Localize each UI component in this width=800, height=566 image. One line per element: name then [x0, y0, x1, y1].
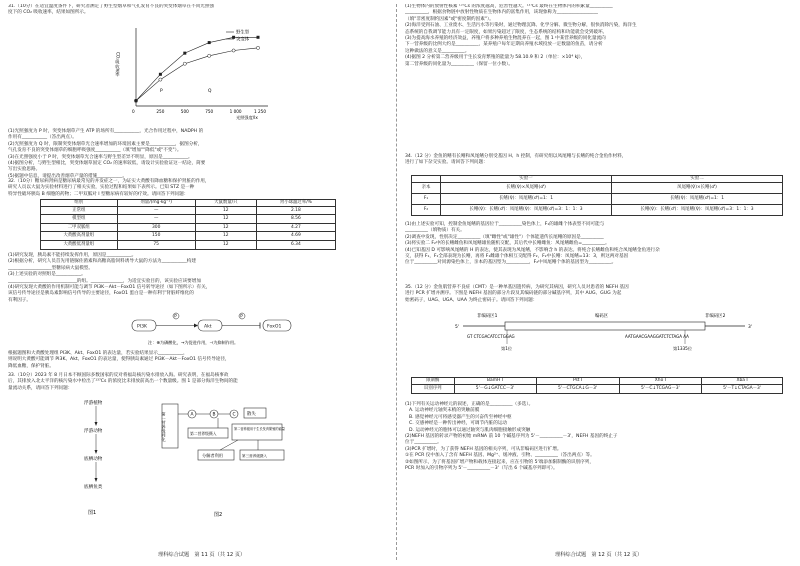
table-header: Xba Ⅰ [702, 378, 783, 385]
figure-2-label: 图2 [214, 512, 223, 518]
data-point [256, 46, 259, 49]
table-header: 剂量/(mg·kg⁻¹) [117, 200, 195, 207]
q32-tail [8, 351, 393, 370]
text-line: 第二营养级的同化量为__________（保留一位小数）。 [405, 61, 513, 67]
x-tick-label: 0 [132, 109, 135, 114]
plus-glyph: P [240, 313, 243, 319]
table-header: 实验二 [612, 176, 783, 183]
data-point [232, 49, 235, 52]
option-a: A. 运动神经元轴突末梢的突触前膜 [409, 408, 480, 414]
text-line: ①在 PCR 仪中加入了含有 NEFH 基因、Mg²⁺、缓冲液、引物、__________（答出两点）等。 [405, 453, 595, 459]
text-line: 始密码子，UAG、UGA、UAA 为终止密码子。请回答下列问题： [405, 297, 538, 303]
table-header: 实验一 [441, 176, 612, 183]
x-tick-label: 250 [156, 109, 165, 114]
table-header: 组别 [41, 200, 118, 207]
text-line: 量流动关系，请回答下列问题： [8, 385, 73, 391]
fig2-node: 第二营养级用于生长发育繁殖的能量 [234, 427, 285, 431]
text-line: ___________________型糖尿病大鼠模型。 [8, 265, 93, 271]
q33-continued [405, 4, 790, 68]
table-cell: 大黄酸低剂量组 [41, 240, 118, 249]
gene-region-label: 非编码区2 [705, 314, 726, 319]
table-row [412, 204, 783, 215]
series-line-1 [136, 37, 258, 100]
fig1-node: 底栖鱼类 [84, 485, 103, 490]
text-line: 则说明大黄酸可能调节 PI3K、Akt、FoxO1 的表达量，使得胰岛素通过 PI3K－Akt－FoxO1 信号传导途径， [8, 357, 230, 363]
table-header: Xho Ⅰ [619, 378, 701, 385]
q33-intro [8, 373, 393, 392]
q34-intro [405, 154, 790, 167]
table-row [41, 215, 336, 224]
point-p-label: P [160, 89, 163, 94]
text-line: 度下的 CO₂ 吸收速率，结果如图所示。 [8, 10, 89, 16]
text-line: 位于__________对同源染色体上，亲本的基因型为__________，F₂中凤尾鳍个体的基因型为__________。 [405, 260, 617, 266]
q32-body [8, 179, 393, 198]
foxo1-label: FoxO1 [267, 324, 282, 330]
text-line: (1)研究发现，胰岛素不能持续发挥作用，原因是___________。 [8, 253, 137, 258]
energy-flow-figure-2 [158, 398, 288, 526]
cross-experiment-table [411, 175, 783, 216]
text-line: 作用有___________（答出两点）。 [8, 135, 77, 141]
sequence-right: AATGAACGAAGGATCTCTAGA AA [625, 334, 689, 339]
text-line: (2)根据分析，研究人员首先用链脲佐菌素和高糖高脂饲料诱导大鼠的方法为___________构建 [8, 259, 196, 265]
table-cell: 300 [117, 223, 195, 232]
fig1-node: 浮游动物 [84, 429, 103, 434]
text-line: 位于__________。 [405, 440, 442, 446]
series-line-0 [136, 48, 258, 101]
table-cell: 长鳍(♀)：长鳍(♂)：凤尾鳍(♀)：凤尾鳍(♂)=3：1：1：3 [612, 204, 783, 215]
option-b: B. 感觉神经元可将感受器产生的兴奋传至神经中枢 [409, 414, 512, 420]
text-line: (5)据题中信息，请提出改善烟草产量的措施___________。 [8, 173, 128, 179]
fig2-node: 分解者利用 [202, 453, 223, 458]
text-line: __________（填物质）有关。 [405, 228, 465, 234]
data-point [208, 54, 211, 57]
data-point [159, 78, 162, 81]
table-header: BamH Ⅰ [454, 378, 536, 385]
food-web-figure-1 [70, 396, 150, 524]
table-cell: 正常组 [41, 206, 118, 215]
text-line: 下一营养级的比例大约是__________，某养殖户每年定期向养殖水域投放一定数量的鱼苗，请分析 [405, 42, 603, 48]
text-line: （填"非密度制约因素"或"密度制约因素"）。 [405, 16, 494, 22]
table-cell: F₂ [412, 204, 441, 215]
text-line: (1)光照强度为 P 时，突变体烟草产生 ATP 的场所有___________，光合作用过程中，NADPH 的 [8, 129, 204, 134]
table-row [41, 232, 336, 241]
y-axis-label: CO₂吸收速率 [115, 52, 121, 77]
fig2-node: 第二营养级摄入 [190, 431, 217, 436]
table-cell: 8.56 [256, 215, 335, 224]
text-line: 降低血糖，保护肾脏。 [8, 363, 54, 369]
fig1-node: 浮游植物 [84, 401, 103, 406]
fig2-node: C [232, 412, 236, 418]
q35-intro [405, 285, 790, 304]
text-line: (4)据图分析，与野生型相比，突变体烟草固定 CO₂ 的速率较低，请设计实验验证这一结论，简要 [8, 161, 206, 167]
x-tick-label: 1 250 [254, 109, 266, 114]
fig2-node: 第三营养级摄入 [242, 454, 268, 458]
text-line: 研究人员以大鼠为实验材料进行了相关实验，实验过程和结果如下表所示。已知 STZ 是一种 [8, 185, 195, 191]
table-cell: 大黄酸高剂量组 [41, 232, 118, 241]
arrow-head [194, 324, 198, 328]
text-line: 根据题图和大黄酸处理组 PI3K、Akt、FoxO1 的表达量，若实验结果显示___________， [8, 351, 188, 356]
text-line: 有利因子。 [8, 297, 31, 303]
table-row [412, 193, 783, 204]
coding-region [505, 322, 705, 330]
table-cell: 模型组 [41, 215, 118, 224]
q35-body [405, 402, 790, 472]
fig2-node: 第一营养级同化 [161, 412, 167, 442]
co2-absorption-chart [108, 22, 278, 122]
data-point [183, 62, 186, 65]
table-header: Pst Ⅰ [536, 378, 619, 385]
table-cell: 凤尾鳍(♀)×长鳍(♂) [612, 182, 783, 193]
text-line: PCR 时加入的引物序列为 5'－__________－3'（写出 6 个碱基序列即可）。 [405, 466, 558, 472]
legend-label: 突变体 [236, 37, 250, 43]
restriction-enzyme-table [411, 377, 783, 394]
table-header-row [412, 176, 783, 183]
arrow-head [95, 422, 98, 426]
text-line: 进行 PCR 扩增并测序。下图是 NEFH 基因的部分片段及其编码链的部分碱基序列，其中 AUG、GUG 为起 [405, 291, 622, 297]
text-line: 气孔发育不良的突变体烟草的细胞呼吸强度___________（填"增加""降低"或"不变"）。 [8, 148, 182, 154]
site-label: 第1位 [501, 346, 513, 351]
table-cell: 150 [117, 232, 195, 241]
table-header: 大鼠数量/只 [195, 200, 256, 207]
fig1-node: 底栖动物 [84, 457, 103, 462]
q31-intro [8, 4, 393, 17]
sequence-left: GT CTCGACATCCTGGAG [467, 334, 515, 339]
text-line: (3)将实验二 F₂中的长鳍雌鱼和凤尾鳍雄鱼随机交配，其后代中长鳍雌鱼：凤尾鳍雌鱼=__________。 [405, 241, 610, 247]
site-label: 第1335位 [673, 346, 693, 351]
text-line: (2)光照强度为 Q 时，限制突变体烟草光合速率增加的环境因素主要是___________，据图分析， [8, 141, 203, 147]
data-point [159, 73, 162, 76]
prime-label: 5' [455, 325, 460, 330]
table-cell: 5'－CTGCA↓G－3' [536, 384, 619, 393]
table-row [41, 240, 336, 249]
table-cell: 12 [195, 240, 256, 249]
table-cell: 4.69 [256, 232, 335, 241]
prime-label: 3' [748, 325, 753, 330]
text-line: 写出实验思路。 [8, 167, 41, 173]
text-line: (1)生物体内的放射性核素 ¹³⁷Cs 的浓度越高，危害性越大。¹³⁷Cs 最终在生物体内的积累量__________ [405, 4, 613, 9]
table-cell: 2.18 [256, 206, 335, 215]
table-cell: 12 [195, 223, 256, 232]
text-line: ②如图所示，为了将基因扩增产物和载体连接起来，应在引物的 5'端添加限制酶的识别序列， [405, 459, 594, 465]
text-line: 交，获得 F₁，F₁全部表现为长鳍，再将 F₁雌雄个体相互交配得 F₂，F₂中长鳍：凤尾鳍=13：3，则这两对基因 [405, 254, 629, 260]
gene-region-label: 编码区 [595, 314, 609, 319]
q32-after [8, 253, 393, 304]
treatment-table [40, 199, 336, 250]
pathway-note: 注：⊕为磷酸化，→为促进作用，⊣为抑制作用。 [148, 340, 239, 345]
legend-label: 野生型 [236, 30, 250, 36]
text-line: (1)下列有关运动神经元的叙述，正确的是__________（多选）。 [405, 402, 534, 407]
text-line: (4)研究发现大黄酸的作用机制可能与调节 PI3K－Akt－FoxO1 信号转导途径（如下图所示）有关， [8, 285, 211, 291]
text-line: 这种做法的意义是__________。 [405, 48, 470, 54]
figure-1-label: 图1 [88, 510, 97, 516]
text-line: (3)上述实验的对照组是___________。 [8, 272, 86, 278]
table-cell: 4.27 [256, 223, 335, 232]
data-point [232, 36, 235, 39]
text-line: (1)由上述实验可知，控制金鱼尾鳍的基因位于__________染色体上，F₁的雄雌个体表型不同可能与 [405, 222, 605, 227]
akt-label: Akt [204, 324, 212, 330]
fig2-node: B [212, 412, 216, 418]
table-row [41, 223, 336, 232]
x-tick-label: 500 [180, 109, 189, 114]
text-line: (2)海洋受到石油、工业废水、生活污水等污染时，通过物理沉降、化学分解、微生物分解，很快消除污染，海洋生 [405, 23, 637, 29]
table-header: 肾小球滤过率/% [256, 200, 335, 207]
arrow-head [95, 450, 98, 454]
table-cell: 二甲双胍组 [41, 223, 118, 232]
text-line: 后，其排放入北太平洋的核污染水中检出了¹³⁷Cs 的浓度比未排放前高出一个数量级。图 1 是部分海洋生物间的能 [8, 379, 238, 385]
table-cell: 5'－G↓GATCC－3' [454, 384, 536, 393]
table-row [412, 182, 783, 193]
page-footer: 理科综合试题 第 11 页（共 12 页） [158, 551, 246, 558]
table-header-row [41, 200, 336, 207]
option-c: C. 交感神经是一种传出神经，可调节内脏的运动 [409, 421, 508, 427]
text-line: (4)已知基因 D 可影响凤尾鳍的 H 的表达，使其表现为凤尾鳍，不影响含 h 的表达。将纯合长鳍雌鱼和纯合凤尾鳍金鱼进行杂 [405, 247, 660, 253]
text-line: 31.（10分）在适宜温度条件下，研究者测定了野生型烟草和气孔发育不良的突变体烟草在不同光照强 [8, 4, 215, 9]
table-cell: 6.34 [256, 240, 335, 249]
table-cell: 亲本 [412, 182, 441, 193]
table-header [412, 176, 441, 183]
arrow-head [95, 478, 98, 482]
table-cell: 长鳍(♀)：凤尾鳍(♂)=1：1 [441, 193, 612, 204]
table-cell: — [117, 215, 195, 224]
table-cell: 长鳍(♀)：凤尾鳍(♂)=1：1 [612, 193, 783, 204]
table-cell: — [117, 206, 195, 215]
text-line: 该信号传导途径是胰岛素影响信号传导的主要途径，FoxO1 蛋白是一种有利于肾脏纤维化的 [8, 291, 194, 297]
text-line: 33.（10分）2023 年 8 月日本不顾国际多数国家的反对将福岛核污染水排放入海。研究表明，在福岛核事故 [8, 373, 229, 378]
table-cell: 长鳍(♀)×凤尾鳍(♂) [441, 182, 612, 193]
data-point [208, 41, 211, 44]
table-header-row [412, 378, 783, 385]
text-line: 态系统的自我调节能力具有一定限度，如果污染超过了限度，生态系统的结构和功能就会受到破坏。 [405, 29, 608, 35]
fig2-node: A [190, 412, 194, 418]
table-cell: 12 [195, 206, 256, 215]
fig2-node: 散失 [247, 412, 256, 417]
text-line: 35.（12 分）金鱼肌营养不良症（CMT）是一种单基因遗传病，为研究其病因，研究人员对患者的 NEFH 基因 [405, 285, 629, 290]
text-line: (2)调查中发现，性别决定__________（填"雌性"或"雄性"）个体能遗传长尾鳍的原因是__________ [405, 234, 604, 240]
table-cell: 75 [117, 240, 195, 249]
text-line: (3)PCR 扩增时，为了获得 NEFH 基因的相关序列，可从非编码区进行扩增。 [405, 446, 562, 452]
table-row [412, 384, 783, 393]
data-point [183, 52, 186, 55]
text-line: 32.（10分）糖尿病肾病是糖尿病最常见的并发症之一，为证实大黄酸有降血糖和保护肾脏的作用， [8, 179, 210, 184]
data-point [257, 36, 260, 39]
left-page [8, 4, 393, 560]
table-cell: 长鳍(♀)：长鳍(♂)：凤尾鳍(♀)：凤尾鳍(♂)=3：1：1：3 [441, 204, 612, 215]
table-cell: 12 [195, 232, 256, 241]
text-line: (3)在光照强度小于 P 时，突变体烟草光合速率与野生型差异不明显，原因是___________。 [8, 154, 193, 160]
text-line: (2)NEFH 基因的转录产物的初始 mRNA 前 10 个碱基序列为 5'－__________－3'，NEFH 基因的终止子 [405, 434, 618, 440]
page-footer: 理科综合试题 第 12 页（共 12 页） [555, 551, 643, 558]
table-row [41, 206, 336, 215]
x-axis-label: 光照强度/lx [236, 115, 258, 120]
table-cell: 5'－T↓CTAGA－3' [702, 384, 783, 393]
text-line: __________，根据食物链中放射性物质在生物体内的富集作用，该现象称为__________________ [405, 10, 598, 16]
page-divider [396, 4, 397, 560]
pi3k-label: PI3K [137, 324, 148, 330]
x-tick-label: 750 [205, 109, 214, 114]
text-line: ______________________________的组。______________，为适宜实验目的，该实验应该要增加 [8, 278, 201, 284]
q31-body [8, 129, 393, 180]
text-line: (3)为提高海水养殖的经济效益，养殖户将多种养殖生物混养在一起，图 1 中某营养级的同化量流向 [405, 36, 606, 42]
arrow [220, 440, 238, 450]
text-line: 34.（12 分）金鱼的鳍有长鳍和凤尾鳍分别受基因 H、h 控制，有研究组以凤尾鳍与长鳍的纯合金鱼作材料， [405, 154, 627, 159]
table-cell: 5'－C↓TCGAG－3' [619, 384, 701, 393]
text-line: (4)据图 2 分析第二营养级用于生长发育繁殖的能量为 58.10.9 和 2（单位：×10⁴ kJ）， [405, 55, 586, 61]
table-cell: F₁ [412, 193, 441, 204]
table-cell: 12 [195, 215, 256, 224]
text-line: 进行了如下杂交实验。请回答下列问题： [405, 160, 488, 166]
data-point [135, 99, 138, 102]
point-q-label: Q [208, 89, 212, 94]
text-line: 特异性破坏胰岛 B 细胞的药物；二甲双胍对 I 型糖尿病有较好的疗效。请回答下列问题： [8, 191, 189, 197]
right-page [405, 4, 790, 560]
x-tick-label: 1 000 [229, 109, 242, 114]
table-cell: 识别序列 [412, 384, 455, 393]
nefh-gene-diagram [425, 310, 765, 370]
gene-region-label: 非编码区1 [477, 314, 498, 319]
option-d: D. 运动神经元的胞体可以通过轴突与肌肉细胞接触形成突触 [409, 427, 531, 433]
pi3k-akt-foxo1-pathway [128, 308, 298, 348]
plus-glyph: P [174, 313, 177, 319]
q34-body [405, 222, 790, 267]
table-header: 限制酶 [412, 378, 455, 385]
